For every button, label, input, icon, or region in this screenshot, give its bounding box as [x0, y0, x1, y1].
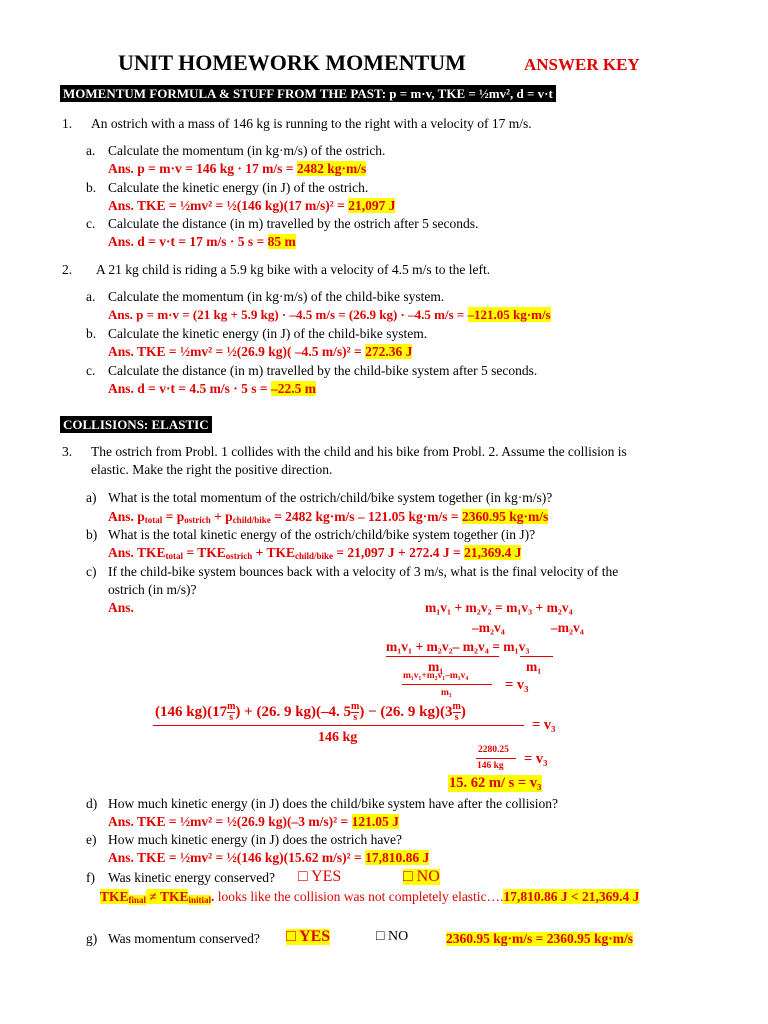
- p3g-no-checkbox: □ NO: [376, 929, 409, 944]
- p2b-letter: b.: [86, 326, 97, 341]
- p2a-letter: a.: [86, 289, 96, 304]
- p3f-question: Was kinetic energy conserved?: [108, 870, 275, 885]
- p3b-letter: b): [86, 527, 98, 542]
- problem-1-text: An ostrich with a mass of 146 kg is running to the right with a velocity of 17 m/s.: [91, 116, 532, 131]
- problem-3-text-line1: The ostrich from Probl. 1 collides with the child and his bike from Probl. 2. Assume the collision is: [91, 444, 627, 459]
- fraction-bar-simplified: [476, 758, 516, 759]
- p2c-answer: Ans. d = v·t = 4.5 m/s · 5 s = –22.5 m: [108, 381, 316, 396]
- p1c-letter: c.: [86, 216, 96, 231]
- p3b-question: What is the total kinetic energy of the ostrich/child/bike system together (in J)?: [108, 527, 536, 542]
- isolated-numerator: m₁v₁+m₂v₁–m₁v₄: [403, 671, 469, 681]
- p1a-question: Calculate the momentum (in kg·m/s) of the ostrich.: [108, 143, 386, 158]
- p3a-result: 2360.95 kg·m/s: [461, 509, 549, 524]
- p1b-answer: Ans. TKE = ½mv² = ½(146 kg)(17 m/s)² = 21,097 J: [108, 198, 396, 213]
- rearranged-equation: m₁v₁ + m₂v₂– m₂v₄ = m₁v₃: [386, 639, 530, 654]
- substituted-rhs: = v₃: [532, 717, 556, 733]
- substituted-numerator: (146 kg)(17 $\frac{m}{s}$ ) + (26. 9 kg)(–4. 5 $\frac{m}{s}$ ) − (26. 9 kg)(3 $\frac{m}{s}$ ): [155, 701, 466, 723]
- simplified-denominator: 146 kg: [477, 761, 504, 771]
- p3e-result: 17,810.86 J: [365, 850, 430, 865]
- subtract-term-right: –m₂v₄: [551, 620, 584, 635]
- p3e-answer: Ans. TKE = ½mv² = ½(146 kg)(15.62 m/s)² = 17,810.86 J: [108, 850, 430, 865]
- fraction-bar-left: [386, 656, 499, 657]
- p3b-result: 21,369.4 J: [464, 545, 522, 560]
- p2c-letter: c.: [86, 363, 96, 378]
- simplified-rhs: = v₃: [524, 751, 548, 767]
- divide-m1-left: m₁: [428, 659, 444, 674]
- problem-3-number: 3.: [62, 444, 73, 459]
- fraction-bar-right: [520, 656, 553, 657]
- p1a-answer: Ans. p = m·v = 146 kg · 17 m/s = 2482 kg·m/s: [108, 161, 367, 176]
- p2c-question: Calculate the distance (in m) travelled by the child-bike system after 5 seconds.: [108, 363, 538, 378]
- p3g-question: Was momentum conserved?: [108, 931, 260, 946]
- p1b-question: Calculate the kinetic energy (in J) of the ostrich.: [108, 180, 369, 195]
- problem-2-text: A 21 kg child is riding a 5.9 kg bike with a velocity of 4.5 m/s to the left.: [96, 262, 491, 277]
- p3c-question-line1: If the child-bike system bounces back with a velocity of 3 m/s, what is the final velocity of the: [108, 564, 619, 579]
- p1a-letter: a.: [86, 143, 96, 158]
- isolated-denominator: m₁: [441, 688, 452, 698]
- final-velocity-result: 15. 62 m/ s = v₃: [449, 775, 542, 791]
- p3d-answer: Ans. TKE = ½mv² = ½(26.9 kg)(–3 m/s)² = 121.05 J: [108, 814, 399, 829]
- p1b-letter: b.: [86, 180, 97, 195]
- p3c-letter: c): [86, 564, 97, 579]
- p1b-result: 21,097 J: [348, 198, 396, 213]
- simplified-numerator: 2280.25: [478, 745, 509, 755]
- problem-1-number: 1.: [62, 116, 73, 131]
- p3f-letter: f): [86, 870, 95, 885]
- section-header-momentum: MOMENTUM FORMULA & STUFF FROM THE PAST: p = m·v, TKE = ½mv², d = v·t: [60, 85, 556, 102]
- p3d-letter: d): [86, 796, 98, 811]
- p3g-letter: g): [86, 931, 98, 946]
- p3c-answer-label: Ans.: [108, 600, 134, 615]
- section-header-collisions: COLLISIONS: ELASTIC: [60, 416, 212, 433]
- p2a-question: Calculate the momentum (in kg·m/s) of the child-bike system.: [108, 289, 445, 304]
- substituted-denominator: 146 kg: [318, 730, 358, 745]
- p3g-comparison: 2360.95 kg·m/s = 2360.95 kg·m/s: [446, 931, 633, 946]
- p3g-yes-checkbox: □ YES: [286, 928, 331, 945]
- p3a-letter: a): [86, 490, 97, 505]
- p3f-comparison: 17,810.86 J < 21,369.4 J: [503, 889, 640, 904]
- p3d-question: How much kinetic energy (in J) does the child/bike system have after the collision?: [108, 796, 559, 811]
- p2b-result: 272.36 J: [365, 344, 413, 359]
- p3e-question: How much kinetic energy (in J) does the ostrich have?: [108, 832, 403, 847]
- p2a-answer: Ans. p = m·v = (21 kg + 5.9 kg) · –4.5 m/s = (26.9 kg) · –4.5 m/s = –121.05 kg·m/s: [108, 307, 551, 322]
- p3f-explanation: $TKE_{final} \ne TKE_{initial}$. looks like the collision was not completely elastic….17,810.86 J < 21,369.4 J: [100, 889, 640, 905]
- p3b-answer: Ans. $TKE_{total} = TKE_{ostrich} + TKE_{child/bike} = 21,097$ J + 272.4 J = 21,369.4 J: [108, 545, 522, 561]
- p1a-result: 2482 kg·m/s: [296, 161, 367, 176]
- p3d-result: 121.05 J: [351, 814, 399, 829]
- p1c-answer: Ans. d = v·t = 17 m/s · 5 s = 85 m: [108, 234, 296, 249]
- p3a-question: What is the total momentum of the ostrich/child/bike system together (in kg·m/s)?: [108, 490, 553, 505]
- p3e-letter: e): [86, 832, 97, 847]
- problem-2-number: 2.: [62, 262, 73, 277]
- p2b-answer: Ans. TKE = ½mv² = ½(26.9 kg)( –4.5 m/s)² = 272.36 J: [108, 344, 413, 359]
- fraction-bar-substituted: [153, 725, 524, 726]
- problem-3-text-line2: elastic. Make the right the positive direction.: [91, 462, 333, 477]
- p1c-question: Calculate the distance (in m) travelled by the ostrich after 5 seconds.: [108, 216, 479, 231]
- p3f-no-checkbox: □ NO: [403, 868, 440, 885]
- p2a-result: –121.05 kg·m/s: [467, 307, 551, 322]
- isolated-rhs: = v₃: [505, 677, 529, 693]
- subtract-term-left: –m₂v₄: [472, 620, 505, 635]
- p2b-question: Calculate the kinetic energy (in J) of the child-bike system.: [108, 326, 428, 341]
- p1c-result: 85 m: [267, 234, 296, 249]
- answer-key-label: ANSWER KEY: [524, 55, 640, 74]
- p2c-result: –22.5 m: [270, 381, 316, 396]
- p3f-yes-checkbox: □ YES: [298, 868, 342, 885]
- momentum-equation: m₁v₁ + m₂v₂ = m₁v₃ + m₂v₄: [425, 600, 573, 615]
- page-title: UNIT HOMEWORK MOMENTUM: [118, 50, 466, 75]
- fraction-bar-isolated: [402, 684, 492, 685]
- p3a-answer: Ans. $p_{total} = p_{ostrich} + p_{child/bike} = 2482$ kg·m/s – 121.05 kg·m/s = 2360.95 kg·m/s: [108, 509, 549, 525]
- divide-m1-right: m₁: [526, 659, 542, 674]
- p3c-question-line2: ostrich (in m/s)?: [108, 582, 197, 597]
